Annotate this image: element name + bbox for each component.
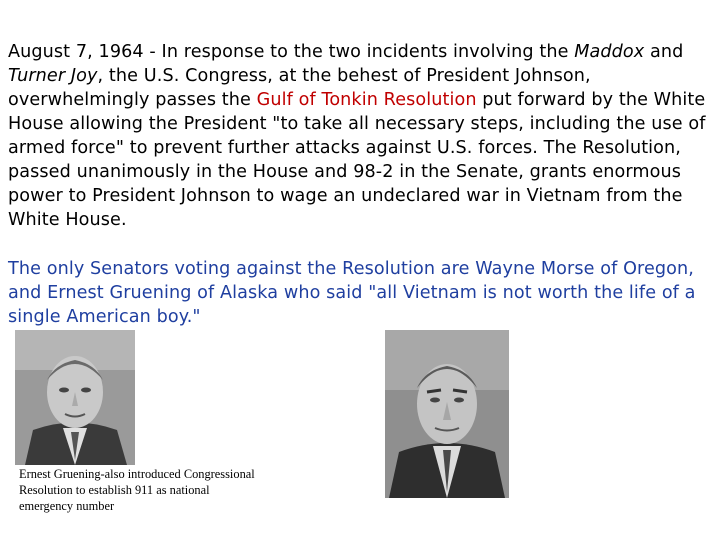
- ernest-gruening-photo: [15, 330, 135, 465]
- paragraph-text: put forward by the White House allowing the President "to take all necessary steps, including the use of armed force" to prevent further attacks against U.S. forces. The Resolution, passed unanimously in the House and 98-2 in the Senate, grants enormous power to President Johnson to wage an undeclared war in Vietnam from the White House.: [8, 90, 706, 230]
- wayne-morse-photo: [385, 330, 509, 498]
- paragraph-text: August 7, 1964 - In response to the two incidents involving the: [8, 42, 575, 62]
- main-paragraph: [8, 40, 716, 232]
- senators-paragraph: The only Senators voting against the Resolution are Wayne Morse of Oregon, and Ernest Gruening of Alaska who said "all Vietnam is not worth the life of a single American boy.": [8, 259, 696, 327]
- ship-name-turner-joy: Turner Joy: [8, 66, 98, 86]
- caption-line: emergency number: [19, 499, 115, 513]
- paragraph-text: , the U.S. Congress, at the behest of President Johnson, overwhelmingly passes the: [8, 66, 591, 110]
- ship-name-maddox: Maddox: [574, 42, 645, 62]
- photo-caption: [19, 466, 304, 514]
- caption-line: Resolution to establish 911 as national: [19, 483, 210, 497]
- caption-line: Ernest Gruening-also introduced Congressional: [19, 467, 255, 481]
- gulf-of-tonkin-resolution-link[interactable]: Gulf of Tonkin Resolution: [256, 90, 477, 110]
- paragraph-text: and: [644, 42, 684, 62]
